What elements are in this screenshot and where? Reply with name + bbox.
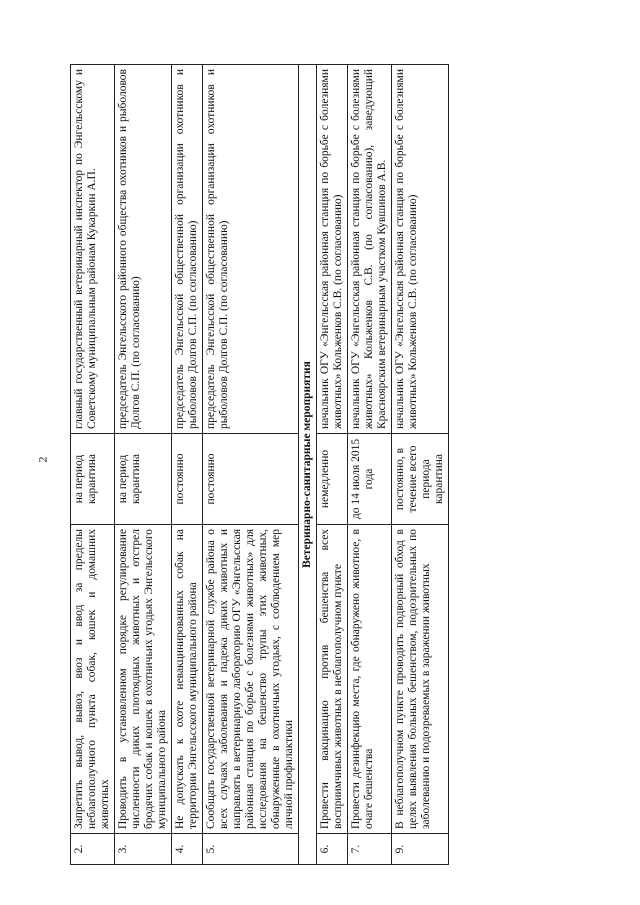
row-number: 2.	[71, 834, 115, 865]
row-number: 3.	[115, 834, 172, 865]
row-number: 5.	[203, 834, 299, 865]
row-term: постоянно	[172, 434, 203, 525]
table-row	[317, 65, 348, 865]
row-term: на период карантина	[115, 434, 172, 525]
row-number: 4.	[172, 834, 203, 865]
section-title: Ветеринарно-санитарные мероприятия	[299, 65, 317, 865]
row-term: на период карантина	[71, 434, 115, 525]
row-responsible: председатель Энгельсской общественной организации охотников и рыболовов Долгов С.П. (по согласованию)	[172, 65, 203, 434]
row-responsible: начальник ОГУ «Энгельсская районная станция по борьбе с болезнями животных» Кольженков С.В. (по согласованию)	[392, 65, 449, 434]
row-term: немедленно	[317, 434, 348, 525]
row-responsible: председатель Энгельсского районного общества охотников и рыболовов Долгов С.П. (по согласованию)	[115, 65, 172, 434]
table-row	[71, 65, 115, 865]
row-action: Провести вакцинацию против бешенства всех восприимчивых животных в неблагополучном пункте	[317, 525, 348, 834]
row-action: Сообщать государственной ветеринарной службе района о всех случаях заболевания и падежа диких животных и направлять в ветеринарную лабораторию ОГУ «Энгельсская районная станция по борьбе с болезнями животных» для исследования на бешенство трупы этих животных, обнаруженные в охотничьих угодьях, с соблюдением мер личной профилактики	[203, 525, 299, 834]
page-number: 2	[35, 456, 50, 463]
row-action: Проводить в установленном порядке регулирование численности диких плотоядных животных и отстрел бродячих собак и кошек в охотничьих угодьях Энгельсского муниципального района	[115, 525, 172, 834]
row-term: до 14 июля 2015 года	[348, 434, 392, 525]
measures-table	[70, 64, 449, 865]
measures-table-rotated	[70, 65, 590, 865]
row-responsible: главный государственный ветеринарный инспектор по Энгельсскому и Советскому муниципальным районам Кукаркин А.П.	[71, 65, 115, 434]
row-number: 9.	[392, 834, 449, 865]
table-row	[392, 65, 449, 865]
row-term: постоянно, в течение всего периода карантина	[392, 434, 449, 525]
table-row	[348, 65, 392, 865]
row-action: Запретить вывод, вывоз, ввоз и ввод за пределы неблагополучного пункта собак, кошек и домашних животных	[71, 525, 115, 834]
row-number: 7.	[348, 834, 392, 865]
row-responsible: начальник ОГУ «Энгельсская районная станция по борьбе с болезнями животных» Кольженков С.В. (по согласованию), заведующий Красноярским ветеринарным участком Кувшинов А.В.	[348, 65, 392, 434]
row-responsible: председатель Энгельсской общественной организации охотников и рыболовов Долгов С.П. (по согласованию)	[203, 65, 299, 434]
section-row	[299, 65, 317, 865]
row-responsible: начальник ОГУ «Энгельсская районная станция по борьбе с болезнями животных» Кольженков С.В. (по согласованию)	[317, 65, 348, 434]
row-term: постоянно	[203, 434, 299, 525]
row-action: В неблагополучном пункте проводить подворный обход в целях выявления больных бешенством, подозрительных по заболеванию и подозреваемых в заражении животных	[392, 525, 449, 834]
table-row	[115, 65, 172, 865]
table-row	[203, 65, 299, 865]
table-row	[172, 65, 203, 865]
row-action: Провести дезинфекцию места, где обнаружено животное, в очаге бешенства	[348, 525, 392, 834]
row-action: Не допускать к охоте невакцинированных собак на территории Энгельсского муниципального района	[172, 525, 203, 834]
row-number: 6.	[317, 834, 348, 865]
